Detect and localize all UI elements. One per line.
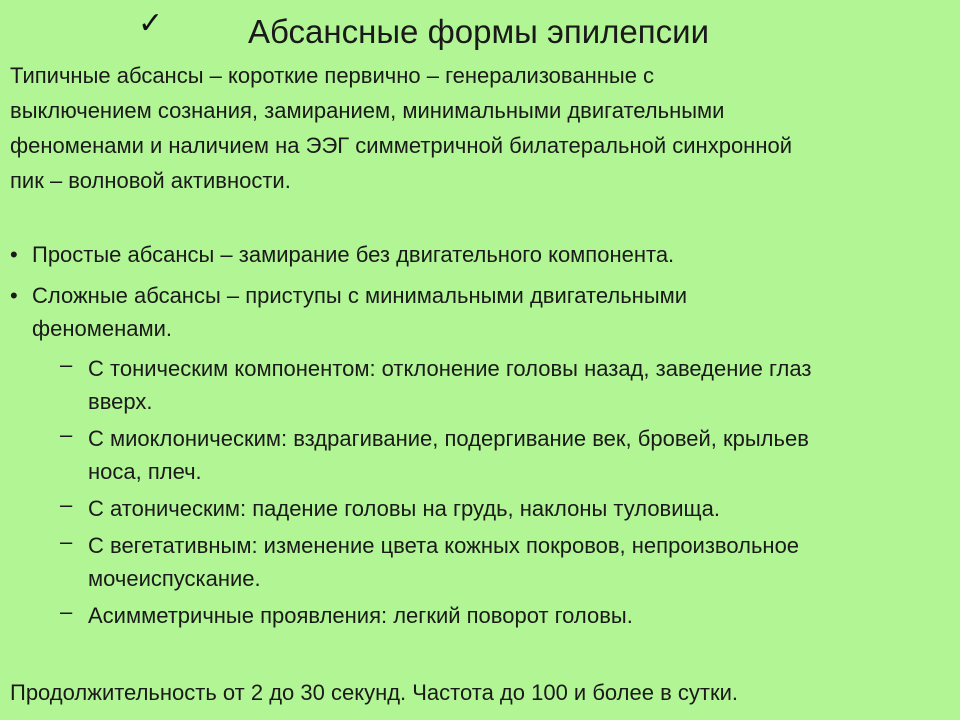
- sub-item-myoclonic: [60, 422, 930, 488]
- bullet-line: феноменами.: [32, 316, 172, 341]
- dash-icon: –: [60, 529, 73, 554]
- intro-paragraph: [10, 58, 950, 198]
- dash-icon: –: [60, 599, 73, 624]
- intro-line: Типичные абсансы – короткие первично – генерализованные с: [10, 63, 655, 88]
- sub-line: мочеиспускание.: [88, 566, 261, 591]
- sub-item-atonic: [60, 492, 930, 525]
- intro-line: выключением сознания, замиранием, минимальными двигательными: [10, 98, 725, 123]
- sub-item-asymmetric: [60, 599, 930, 632]
- sub-line: С миоклоническим: вздрагивание, подергивание век, бровей, крыльев: [88, 426, 809, 451]
- bullet-icon: •: [10, 242, 18, 267]
- dash-icon: –: [60, 422, 73, 447]
- sub-item-tonic: [60, 352, 930, 418]
- slide-title: Абсансные формы эпилепсии: [248, 13, 710, 50]
- footer-note: Продолжительность от 2 до 30 секунд. Частота до 100 и более в сутки.: [10, 680, 739, 705]
- bullet-icon: •: [10, 283, 18, 308]
- bullet-line: Сложные абсансы – приступы с минимальными двигательными: [32, 283, 688, 308]
- bullet-list: [10, 238, 940, 353]
- dash-icon: –: [60, 492, 73, 517]
- sub-item-vegetative: [60, 529, 930, 595]
- check-mark-icon: ✓: [138, 6, 164, 41]
- sub-line: Асимметричные проявления: легкий поворот головы.: [88, 603, 633, 628]
- sub-line: С вегетативным: изменение цвета кожных покровов, непроизвольное: [88, 533, 800, 558]
- sub-line: вверх.: [88, 389, 153, 414]
- bullet-item-simple-absence: [10, 238, 940, 271]
- sub-line: С тоническим компонентом: отклонение головы назад, заведение глаз: [88, 356, 812, 381]
- sub-list: [60, 352, 930, 636]
- bullet-line: Простые абсансы – замирание без двигательного компонента.: [32, 242, 675, 267]
- bullet-item-complex-absence: [10, 279, 940, 345]
- dash-icon: –: [60, 352, 73, 377]
- sub-line: С атоническим: падение головы на грудь, наклоны туловища.: [88, 496, 720, 521]
- sub-line: носа, плеч.: [88, 459, 202, 484]
- intro-line: пик – волновой активности.: [10, 168, 291, 193]
- intro-line: феноменами и наличием на ЭЭГ симметричной билатеральной синхронной: [10, 133, 792, 158]
